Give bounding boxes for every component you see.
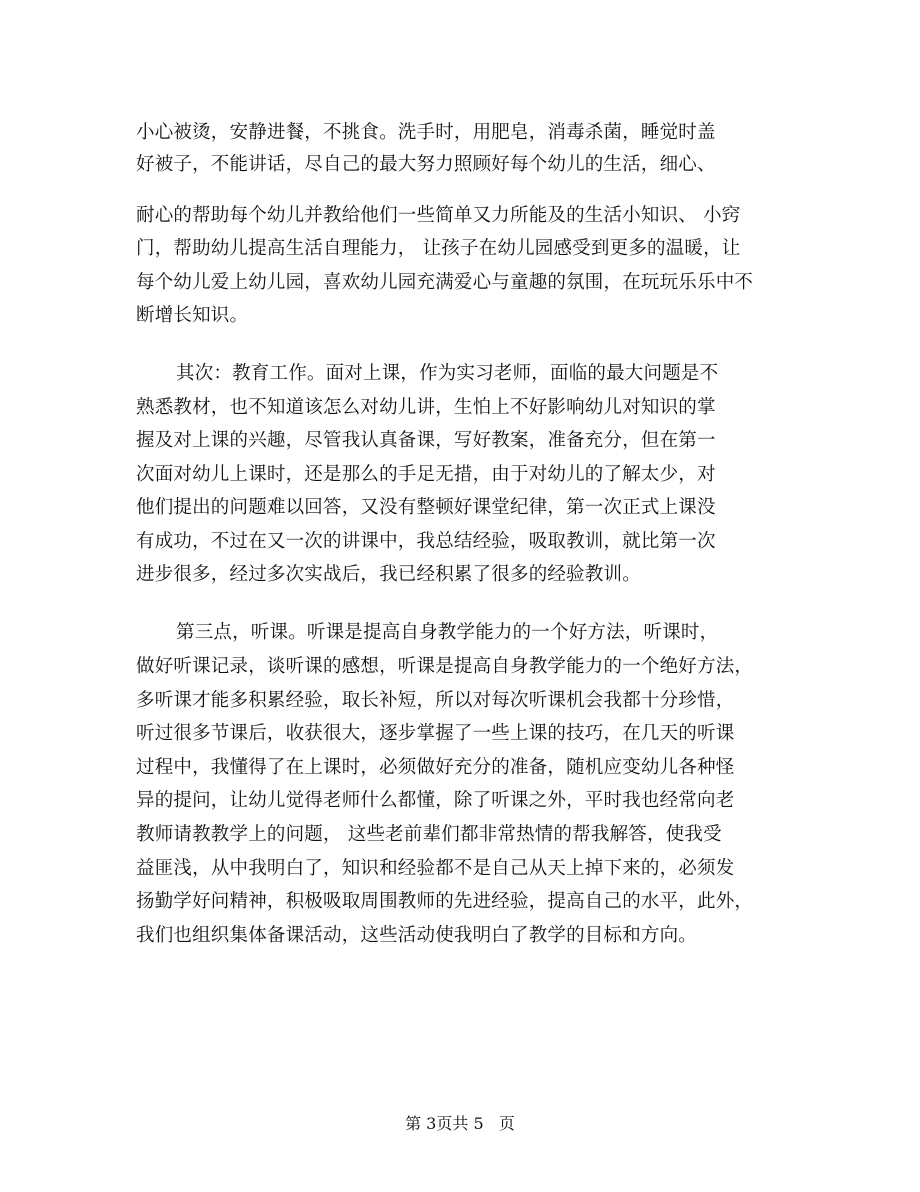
text-line: 第三点，听课。听课是提高自身教学能力的一个好方法，听课时，	[176, 622, 719, 643]
text-line: 次面对幼儿上课时，还是那么的手足无措，由于对幼儿的了解太少，对	[136, 464, 716, 485]
text-line: 耐心的帮助每个幼儿并教给他们一些简单又力所能及的生活小知识、 小窍	[136, 205, 741, 226]
page-number-text: 第 3页共 5 页	[405, 1114, 515, 1133]
text-line: 做好听课记录，谈听课的感想，听课是提高自身教学能力的一个绝好方法，	[136, 656, 754, 677]
text-line: 断增长知识。	[136, 305, 249, 326]
text-line: 进步很多，经过多次实战后，我已经积累了很多的经验教训。	[136, 564, 641, 585]
text-line: 门，帮助幼儿提高生活自理能力， 让孩子在幼儿园感受到更多的温暖，让	[136, 238, 741, 259]
text-line: 其次：教育工作。面对上课，作为实习老师，面临的最大问题是不	[176, 363, 719, 384]
text-line: 他们提出的问题难以回答，又没有整顿好课堂纪律，第一次正式上课没	[136, 497, 716, 518]
text-line: 过程中，我懂得了在上课时，必须做好充分的准备，随机应变幼儿各种怪	[136, 757, 735, 778]
text-line: 小心被烫，安静进餐，不挑食。洗手时，用肥皂，消毒杀菌，睡觉时盖	[136, 122, 716, 143]
text-line: 多听课才能多积累经验，取长补短，所以对每次听课机会我都十分珍惜，	[136, 690, 735, 711]
text-line: 熟悉教材，也不知道该怎么对幼儿讲，生怕上不好影响幼儿对知识的掌	[136, 397, 716, 418]
text-line: 听过很多节课后，收获很大，逐步掌握了一些上课的技巧，在几天的听课	[136, 723, 735, 744]
text-line: 每个幼儿爱上幼儿园，喜欢幼儿园充满爱心与童趣的氛围，在玩玩乐乐中不	[136, 272, 754, 293]
text-line: 教师请教教学上的问题， 这些老前辈们都非常热情的帮我解答，使我受	[136, 824, 722, 845]
text-line: 我们也组织集体备课活动，这些活动使我明白了教学的目标和方向。	[136, 925, 698, 946]
page-number-footer	[0, 1113, 920, 1135]
text-line: 异的提问，让幼儿觉得老师什么都懂，除了听课之外，平时我也经常向老	[136, 790, 735, 811]
text-line: 握及对上课的兴趣，尽管我认真备课，写好教案，准备充分，但在第一	[136, 430, 716, 451]
text-line: 扬勤学好问精神，积极吸取周围教师的先进经验，提高自己的水平，此外，	[136, 891, 754, 912]
text-line: 有成功，不过在又一次的讲课中，我总结经验，吸取教训，就比第一次	[136, 531, 716, 552]
text-line: 好被子，不能讲话，尽自己的最大努力照顾好每个幼儿的生活，细心、	[136, 154, 716, 175]
text-line: 益匪浅，从中我明白了，知识和经验都不是自己从天上掉下来的，必须发	[136, 858, 735, 879]
